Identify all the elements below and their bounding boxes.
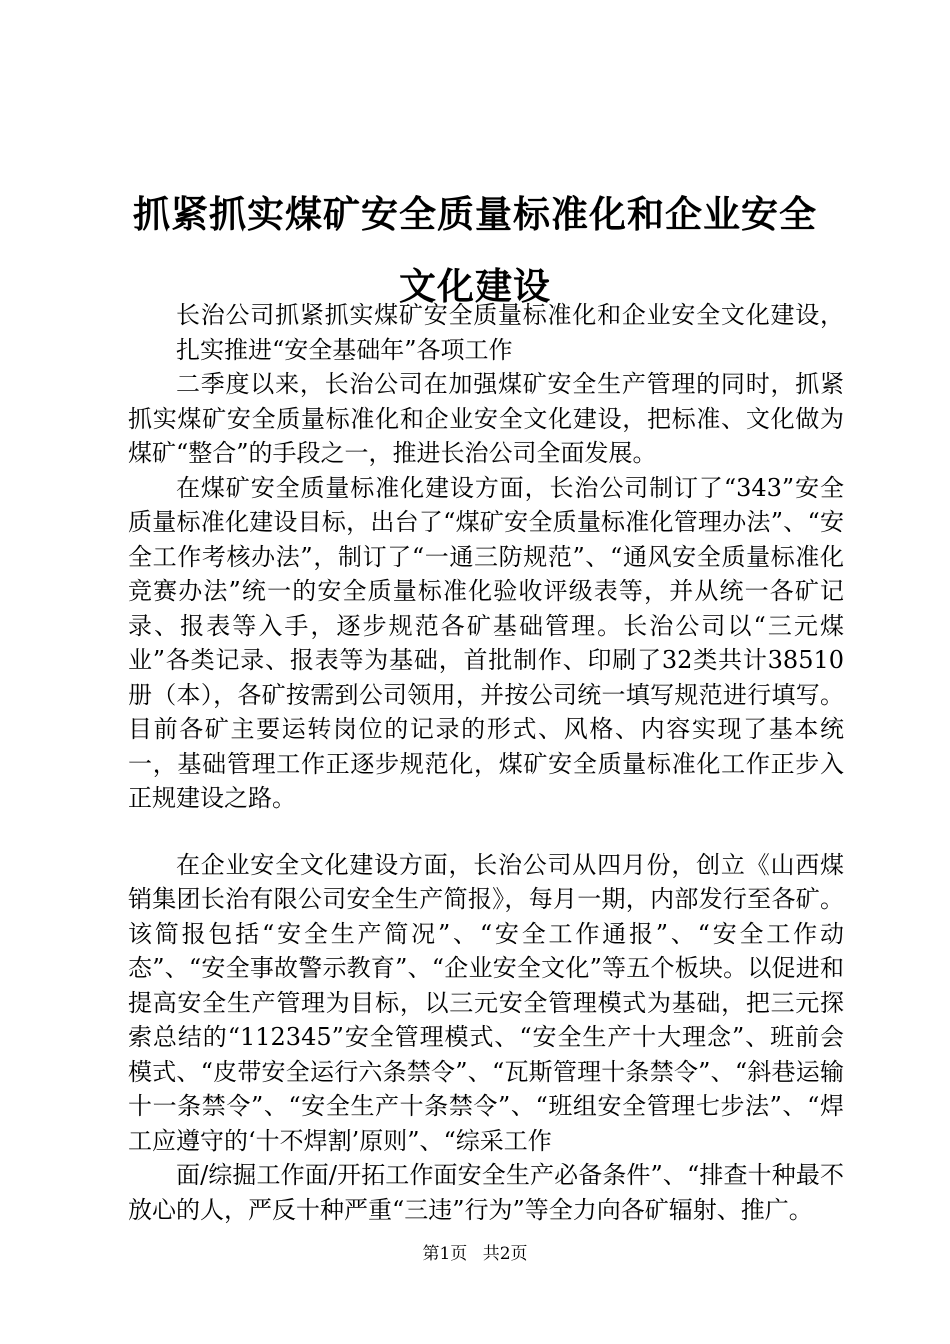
page-total: 共2页 [482, 1244, 528, 1264]
document-body [128, 298, 844, 1227]
page-number: 第1页 [422, 1244, 468, 1264]
paragraph-subtitle: 长治公司抓紧抓实煤矿安全质量标准化和企业安全文化建设，扎实推进“安全基础年”各项工作 [176, 301, 844, 364]
paragraph-intro: 二季度以来，长治公司在加强煤矿安全生产管理的同时，抓紧抓实煤矿安全质量标准化和企业安全文化建设，把标准、文化做为煤矿“整合”的手段之一，推进长治公司全面发展。 [128, 370, 844, 467]
document-title: 抓紧抓实煤矿安全质量标准化和企业安全文化建设 [133, 192, 817, 308]
paragraph-safety-culture: 在企业安全文化建设方面，长治公司从四月份，创立《山西煤销集团长治有限公司安全生产简报》，每月一期，内部发行至各矿。该简报包括“安全生产简况”、“安全工作通报”、“安全工作动态”、“安全事故警示教育”、“企业安全文化”等五个板块。以促进和提高安全生产管理为目标，以三元安全管理模式为基础，把三元探索总结的“112345”安全管理模式、“安全生产十大理念”、班前会模式、“皮带安全运行六条禁令”、“瓦斯管理十条禁令”、“斜巷运输十一条禁令”、“安全生产十条禁令”、“班组安全管理七步法”、“焊工应遵守的‘十不焊割’原则”、“综采工作 [128, 850, 844, 1155]
paragraph-standardization: 在煤矿安全质量标准化建设方面，长治公司制订了“343”安全质量标准化建设目标，出台了“煤矿安全质量标准化管理办法”、“安全工作考核办法”，制订了“一通三防规范”、“通风安全质量标准化竞赛办法”统一的安全质量标准化验收评级表等，并从统一各矿记录、报表等入手，逐步规范各矿基础管理。长治公司以“三元煤业”各类记录、报表等为基础，首批制作、印刷了32类共计38510册（本），各矿按需到公司领用，并按公司统一填写规范进行填写。目前各矿主要运转岗位的记录的形式、风格、内容实现了基本统一，基础管理工作正逐步规范化，煤矿安全质量标准化工作正步入正规建设之路。 [128, 473, 844, 812]
page-footer [0, 1243, 950, 1265]
paragraph-safety-culture-continued: 面/综掘工作面/开拓工作面安全生产必备条件”、“排查十种最不放心的人，严反十种严重“三违”行为”等全力向各矿辐射、推广。 [128, 1161, 844, 1224]
